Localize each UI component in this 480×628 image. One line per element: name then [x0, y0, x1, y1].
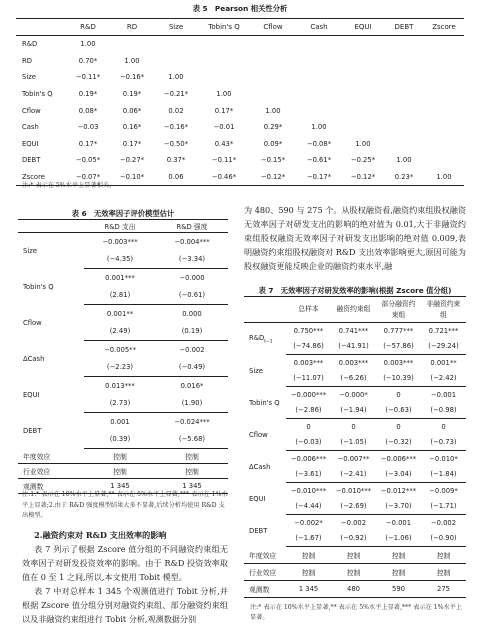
coef-cell: 0.013*** — [105, 381, 135, 390]
tstat-cell: (−0.73) — [421, 435, 466, 451]
table-cell: 0.19* — [78, 90, 98, 99]
table-cell — [424, 152, 464, 169]
table-row — [244, 355, 466, 371]
coef-cell: −0.002 — [430, 518, 457, 527]
table-cell — [424, 136, 464, 153]
table-cell: 1.00 — [311, 123, 327, 132]
column-header — [16, 19, 66, 36]
table7-note: 注:* 表示在 10%水平上显著,** 表示在 5%水平上显著,*** 表示在 1%水平上显著。 — [250, 604, 463, 621]
table-cell — [342, 86, 384, 103]
tstat-cell: (−0.63) — [376, 403, 421, 419]
coef-cell: −0.010*** — [335, 486, 372, 495]
tstat-cell: (−0.03) — [286, 435, 331, 451]
row-label-text: EQUI — [249, 494, 266, 503]
table-row — [16, 102, 464, 119]
table-cell — [424, 119, 464, 136]
paragraph-2: 表 7 中对总样本 1 345 个观测值进行 Tobit 分析,并根据 Zscore 值分组分别对融资约束组、部分融资约束组以及非融资约束组进行 Tobit 分析,观测数据分别 — [22, 586, 228, 624]
table-cell: −0.21* — [163, 90, 189, 99]
table-cell — [384, 53, 424, 70]
paragraph-1: 表 7 列示了根据 Zscore 值分组的不同融资约束组无效率因子对研发投资效率的影响。由于 R&D 投资效率取值在 0 至 1 之间,所以,本文使用 Tobit 模型。 — [22, 544, 228, 582]
table-cell: 控制 — [331, 564, 376, 581]
table-cell — [198, 69, 250, 86]
tstat-cell: (−2.41) — [331, 467, 376, 483]
table-row — [18, 464, 228, 479]
table-cell: 275 — [437, 585, 450, 593]
table-row — [18, 233, 228, 251]
tstat-cell: (−0.98) — [421, 403, 466, 419]
table-cell: 控制 — [331, 547, 376, 564]
column-header: Cflow — [250, 19, 296, 36]
section-heading: 2.融资约束对 R&D 支出效率的影响 — [34, 530, 167, 540]
table-cell — [198, 36, 250, 53]
tstat-cell: (2.81) — [84, 287, 156, 305]
tstat-cell: (−1.71) — [421, 499, 466, 515]
row-label: 行业效应 — [244, 564, 286, 581]
row-label: Zscore — [22, 173, 45, 182]
table-cell: 1.00 — [265, 106, 281, 115]
coef-cell: −0.010* — [429, 454, 458, 463]
table-cell — [424, 36, 464, 53]
coef-cell: 0 — [351, 422, 356, 431]
coef-cell: −0.001 — [430, 390, 457, 399]
table-row — [18, 341, 228, 359]
column-header: EQUI — [342, 19, 384, 36]
inefficiency-model-table — [18, 219, 228, 494]
tstat-cell: (−2.42) — [421, 371, 466, 387]
coef-cell: −0.003*** — [102, 237, 138, 246]
tstat-cell: (−0.49) — [156, 359, 228, 377]
table-row — [244, 323, 466, 339]
table-row — [244, 483, 466, 499]
tstat-cell: (−1.84) — [421, 467, 466, 483]
table-row — [16, 86, 464, 103]
table-cell: −0.27* — [119, 156, 145, 165]
table-cell: 0.29* — [263, 123, 283, 132]
table-cell: 控制 — [84, 449, 156, 464]
column-header: 总样本 — [286, 297, 331, 323]
table-cell — [198, 53, 250, 70]
tstat-cell: (−2.69) — [331, 499, 376, 515]
table-cell — [342, 69, 384, 86]
table-cell: 0.17* — [78, 139, 98, 148]
table-cell: 1.00 — [355, 139, 371, 148]
coef-cell: 0.003*** — [383, 358, 414, 367]
right-body-text — [244, 203, 466, 273]
table-cell — [342, 53, 384, 70]
table-cell: −0.15* — [260, 156, 286, 165]
coef-cell: 0.003*** — [338, 358, 369, 367]
zscore-grouped-table — [244, 296, 466, 598]
table-cell: 控制 — [156, 449, 228, 464]
table-cell: 控制 — [376, 564, 421, 581]
table-cell — [384, 36, 424, 53]
tstat-cell: (−2.86) — [286, 403, 331, 419]
coef-cell: −0.002 — [340, 518, 367, 527]
table-cell: 控制 — [286, 564, 331, 581]
table-cell — [250, 53, 296, 70]
table-cell: 1 345 — [110, 482, 130, 490]
tstat-cell: (−2.23) — [84, 359, 156, 377]
row-label: 行业效应 — [18, 464, 84, 479]
coef-cell: −0.006*** — [290, 454, 327, 463]
tstat-cell: (−41.91) — [331, 339, 376, 355]
column-header — [18, 220, 84, 233]
coef-cell: −0.002* — [294, 518, 323, 527]
tstat-cell: (−0.90) — [421, 531, 466, 547]
tstat-cell: (1.90) — [156, 395, 228, 413]
table-row — [244, 387, 466, 403]
table-cell — [296, 102, 342, 119]
table-row — [18, 269, 228, 287]
table-row — [16, 119, 464, 136]
coef-cell: 0.777*** — [383, 326, 414, 335]
table-cell: 控制 — [286, 547, 331, 564]
table-cell: −0.16* — [119, 73, 145, 82]
row-label — [244, 419, 286, 451]
tstat-cell: (−4.44) — [286, 499, 331, 515]
table-cell — [342, 102, 384, 119]
coef-cell: 0.001** — [430, 358, 457, 367]
table-cell: 1 345 — [182, 482, 202, 490]
row-label — [244, 323, 286, 355]
tstat-cell: (2.49) — [84, 323, 156, 341]
table-cell: 0.09* — [263, 139, 283, 148]
row-label: 年度效应 — [18, 449, 84, 464]
coef-cell: −0.002 — [179, 345, 205, 354]
column-header: R&D 强度 — [156, 220, 228, 233]
table6-caption: 表 6 无效率因子评价模型估计 — [71, 209, 175, 218]
row-label: 观测数 — [249, 586, 270, 594]
table-cell: −0.17* — [306, 173, 332, 182]
table-cell — [296, 53, 342, 70]
table-cell: 1 345 — [298, 585, 319, 593]
coef-cell: −0.009* — [429, 486, 458, 495]
table-cell: 控制 — [376, 547, 421, 564]
tstat-cell: (−5.68) — [156, 431, 228, 449]
table-cell: 0.37* — [166, 156, 186, 165]
column-header: Size — [154, 19, 198, 36]
row-label — [244, 387, 286, 419]
tstat-cell: (−57.86) — [376, 339, 421, 355]
row-label: Cflow — [23, 318, 42, 327]
table-cell: −0.05* — [75, 156, 101, 165]
table-cell: 1.00 — [168, 73, 184, 82]
table-row — [244, 451, 466, 467]
table-cell: 480 — [347, 585, 360, 593]
table-cell: −0.11* — [211, 156, 237, 165]
table-cell: −0.01 — [213, 123, 235, 132]
coef-cell: 0.721*** — [428, 326, 459, 335]
table-row — [18, 305, 228, 323]
row-label: R&D — [22, 40, 38, 49]
left-body-text — [22, 528, 228, 626]
row-label: 年度效应 — [244, 547, 286, 564]
tstat-cell: (−6.26) — [331, 371, 376, 387]
table-cell — [110, 36, 154, 53]
table-row — [244, 419, 466, 435]
table-row — [18, 449, 228, 464]
table-cell: 控制 — [421, 547, 466, 564]
row-label-text: Tobin's Q — [249, 398, 280, 407]
table-cell: −0.12* — [260, 173, 286, 182]
table-cell: −0.07* — [75, 173, 101, 182]
paragraph-continued: 为 480、590 与 275 个。从股权融资看,融资约束组股权融资无效率因子对研发支出的影响的绝对值为 0.01,大于非融资约束组股权融资无效率因子对研发支出影响的绝对值 0.009,表明融资约束组股权融资对 R&D 支出效率影响更大,原因可能为股权融资更能反映企业的融资约束水平,融 — [244, 205, 466, 271]
table-cell — [342, 36, 384, 53]
table-cell — [384, 136, 424, 153]
table-cell: −0.50* — [163, 139, 189, 148]
table-cell: −0.12* — [350, 173, 376, 182]
table-cell — [154, 53, 198, 70]
row-label: DEBT — [23, 426, 42, 435]
column-header: RD — [110, 19, 154, 36]
tstat-cell: (−1.67) — [286, 531, 331, 547]
column-header: R&D 支出 — [84, 220, 156, 233]
coef-cell: −0.004*** — [174, 237, 210, 246]
table-cell: 590 — [392, 585, 405, 593]
row-label — [244, 355, 286, 387]
table-cell: 0.06 — [168, 173, 184, 182]
table-cell: 0.08* — [78, 106, 98, 115]
coef-cell: −0.000*** — [290, 390, 327, 399]
tstat-cell: (−3.34) — [156, 251, 228, 269]
tstat-cell: (−3.70) — [376, 499, 421, 515]
table-cell — [250, 69, 296, 86]
table-cell: 0.23* — [394, 173, 414, 182]
table-cell: 1.00 — [396, 156, 412, 165]
coef-cell: −0.005** — [104, 345, 136, 354]
table-row — [18, 413, 228, 431]
table-cell: 0.17* — [214, 106, 234, 115]
coef-cell: −0.006*** — [380, 454, 417, 463]
coef-cell: 0 — [306, 422, 311, 431]
coef-cell: −0.007** — [337, 454, 370, 463]
table-cell — [424, 53, 464, 70]
row-label: Tobin's Q — [23, 282, 54, 291]
table-cell: 控制 — [421, 564, 466, 581]
row-label: 观测数 — [23, 483, 44, 491]
row-label-text: ΔCash — [249, 462, 271, 471]
row-label-subscript: t−1 — [264, 338, 273, 344]
table-cell: 控制 — [156, 464, 228, 479]
table-cell: −0.61* — [306, 156, 332, 165]
table-row — [16, 36, 464, 53]
column-header: 融资约束组 — [331, 297, 376, 323]
table-row — [244, 515, 466, 531]
tstat-cell: (2.73) — [84, 395, 156, 413]
tstat-cell: (−1.05) — [331, 435, 376, 451]
tstat-cell: (−1.94) — [331, 403, 376, 419]
table-row — [16, 69, 464, 86]
column-header: Zscore — [424, 19, 464, 36]
table-cell — [296, 36, 342, 53]
table5-caption: 表 5 Pearson 相关性分析 — [192, 4, 288, 13]
table-row — [244, 564, 466, 581]
coef-cell: 0.003*** — [293, 358, 324, 367]
table-cell: −0.03 — [77, 123, 99, 132]
row-label-text: DEBT — [249, 526, 268, 535]
table7-caption: 表 7 无效率因子对研发效率的影响(根据 Zscore 值分组) — [258, 286, 452, 295]
row-label: Tobin's Q — [22, 90, 53, 99]
table-cell — [250, 86, 296, 103]
table-cell: −0.11* — [75, 73, 101, 82]
table-cell — [250, 36, 296, 53]
table-cell: 0.16* — [122, 123, 142, 132]
tstat-cell: (−1.06) — [376, 531, 421, 547]
column-header: Cash — [296, 19, 342, 36]
table-cell: −0.25* — [350, 156, 376, 165]
row-label: DEBT — [22, 156, 41, 165]
coef-cell: −0.001 — [385, 518, 412, 527]
tstat-cell: (−4.35) — [84, 251, 156, 269]
pearson-correlation-table — [16, 18, 464, 186]
tstat-cell: (−3.04) — [376, 467, 421, 483]
column-header — [244, 297, 286, 323]
coef-cell: −0.000* — [339, 390, 368, 399]
coef-cell: 0.016* — [180, 381, 204, 390]
row-label: Size — [22, 73, 36, 82]
table6-note: 注:1.* 表示在 10%水平上显著,** 表示在 5%水平上显著,*** 表示在 1%水平上显著;2.由于 R&D 强度模型结果大多不显著,后续分析均使用 R&D 支出模型。 — [22, 491, 228, 519]
row-label-text: R&D — [249, 333, 265, 342]
table-cell: 0.19* — [122, 90, 142, 99]
column-header: DEBT — [384, 19, 424, 36]
coef-cell: 0.741*** — [338, 326, 369, 335]
table-cell: 0.02 — [168, 106, 184, 115]
tstat-cell: (−3.61) — [286, 467, 331, 483]
coef-cell: 0.750*** — [293, 326, 324, 335]
table-cell — [384, 119, 424, 136]
table-cell — [384, 69, 424, 86]
row-label: ΔCash — [23, 354, 45, 363]
table-cell — [296, 69, 342, 86]
row-label: RD — [22, 56, 32, 65]
row-label — [244, 483, 286, 515]
coef-cell: −0.012*** — [380, 486, 417, 495]
table-cell: 0.06* — [122, 106, 142, 115]
table-cell — [154, 36, 198, 53]
row-label: Cash — [22, 123, 39, 132]
tstat-cell: (0.39) — [84, 431, 156, 449]
tstat-cell: (0.19) — [156, 323, 228, 341]
column-header: 非融资约束组 — [421, 297, 466, 323]
table-cell — [424, 69, 464, 86]
column-header: 部分融资约束组 — [376, 297, 421, 323]
table-cell: −0.10* — [119, 173, 145, 182]
table-cell: 0.70* — [78, 56, 98, 65]
table-cell: 1.00 — [124, 56, 140, 65]
table-row — [16, 53, 464, 70]
column-header: Tobin's Q — [198, 19, 250, 36]
table-cell: −0.16* — [163, 123, 189, 132]
coef-cell: 0.001** — [106, 309, 134, 318]
table-cell — [424, 102, 464, 119]
coef-cell: 0 — [396, 390, 401, 399]
row-label — [244, 515, 286, 547]
tstat-cell: (−11.07) — [286, 371, 331, 387]
coef-cell: 0 — [441, 422, 446, 431]
table-row — [18, 377, 228, 395]
table-cell: −0.08* — [306, 139, 332, 148]
column-header: R&D — [66, 19, 110, 36]
table-cell: 控制 — [84, 464, 156, 479]
row-label — [244, 451, 286, 483]
tstat-cell: (−74.86) — [286, 339, 331, 355]
coef-cell: −0.024*** — [174, 417, 210, 426]
table-cell — [384, 102, 424, 119]
table5-note: 注:* 表示在 5%水平上显著相关。 — [22, 182, 116, 189]
tstat-cell: (−0.32) — [376, 435, 421, 451]
table-cell: 0.43* — [214, 139, 234, 148]
coef-cell: 0.000 — [182, 309, 202, 318]
coef-cell: 0 — [396, 422, 401, 431]
coef-cell: 0.001 — [110, 417, 130, 426]
tstat-cell: (−0.92) — [331, 531, 376, 547]
table-cell — [384, 86, 424, 103]
table-row — [16, 136, 464, 153]
row-label: EQUI — [22, 139, 39, 148]
tstat-cell: (−29.24) — [421, 339, 466, 355]
table-row — [244, 581, 466, 598]
table-row — [16, 152, 464, 169]
row-label: Size — [23, 246, 37, 255]
row-label: Cflow — [22, 106, 41, 115]
row-label-text: Cflow — [249, 430, 268, 439]
table-cell: 1.00 — [216, 90, 232, 99]
table-cell — [424, 86, 464, 103]
table-cell: −0.46* — [211, 173, 237, 182]
table-cell — [296, 86, 342, 103]
coef-cell: 0.001*** — [105, 273, 135, 282]
coef-cell: −0.010*** — [290, 486, 327, 495]
tstat-cell: (−0.61) — [156, 287, 228, 305]
tstat-cell: (−10.39) — [376, 371, 421, 387]
table-cell: 1.00 — [80, 40, 96, 49]
table-cell — [342, 119, 384, 136]
table-cell: 1.00 — [436, 173, 452, 182]
table-cell: 0.17* — [122, 139, 142, 148]
row-label: EQUI — [23, 390, 40, 399]
row-label-text: Size — [249, 366, 263, 375]
coef-cell: −0.000 — [179, 273, 205, 282]
table-row — [244, 547, 466, 564]
